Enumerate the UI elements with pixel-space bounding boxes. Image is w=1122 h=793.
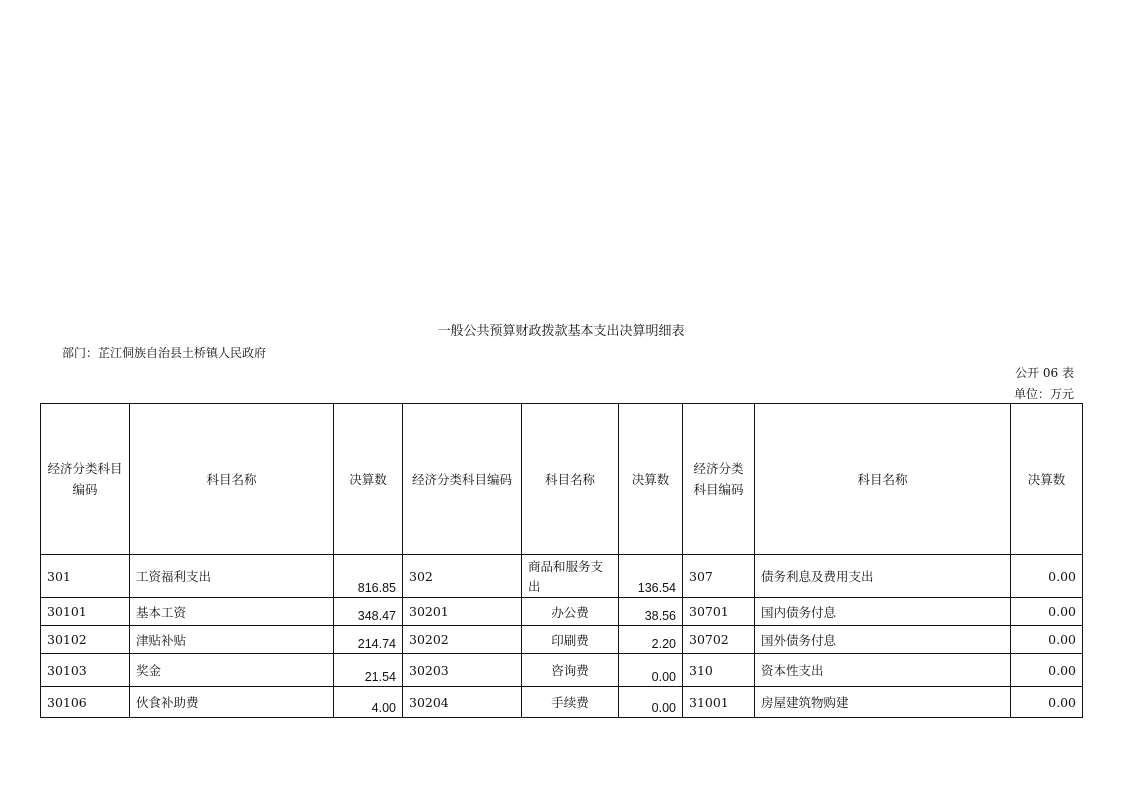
name-cell: 房屋建筑物购建 [755, 687, 1011, 718]
amount-cell: 2.20 [619, 626, 683, 654]
code-cell: 30702 [683, 626, 755, 654]
amount-cell: 0.00 [1011, 687, 1083, 718]
amount-cell: 0.00 [1011, 555, 1083, 598]
table-row [41, 598, 1083, 626]
amount-cell: 21.54 [334, 654, 403, 687]
name-cell: 咨询费 [522, 654, 619, 687]
name-cell: 办公费 [522, 598, 619, 626]
code-cell: 30102 [41, 626, 130, 654]
code-cell: 30701 [683, 598, 755, 626]
header-code-2: 经济分类科目编码 [403, 404, 522, 555]
name-cell: 国外债务付息 [755, 626, 1011, 654]
code-cell: 30106 [41, 687, 130, 718]
name-cell: 手续费 [522, 687, 619, 718]
header-amount-2: 决算数 [619, 404, 683, 555]
department-label: 部门：芷江侗族自治县土桥镇人民政府 [62, 346, 267, 360]
header-name-1: 科目名称 [130, 404, 334, 555]
amount-cell: 0.00 [1011, 626, 1083, 654]
amount-cell: 0.00 [1011, 598, 1083, 626]
name-cell: 基本工资 [130, 598, 334, 626]
code-cell: 307 [683, 555, 755, 598]
code-cell: 31001 [683, 687, 755, 718]
amount-cell: 214.74 [334, 626, 403, 654]
name-cell: 津贴补贴 [130, 626, 334, 654]
name-cell: 伙食补助费 [130, 687, 334, 718]
header-name-2: 科目名称 [522, 404, 619, 555]
code-cell: 301 [41, 555, 130, 598]
name-cell: 印刷费 [522, 626, 619, 654]
name-cell: 商品和服务支出 [522, 555, 619, 598]
name-cell: 工资福利支出 [130, 555, 334, 598]
unit-label: 单位：万元 [1013, 387, 1074, 401]
amount-cell: 0.00 [1011, 654, 1083, 687]
code-cell: 30103 [41, 654, 130, 687]
amount-cell: 816.85 [334, 555, 403, 598]
name-cell: 奖金 [130, 654, 334, 687]
header-name-3: 科目名称 [755, 404, 1011, 555]
code-cell: 30201 [403, 598, 522, 626]
code-cell: 302 [403, 555, 522, 598]
amount-cell: 136.54 [619, 555, 683, 598]
header-code-1: 经济分类科目编码 [41, 404, 130, 555]
name-cell: 国内债务付息 [755, 598, 1011, 626]
amount-cell: 0.00 [619, 654, 683, 687]
table-row [41, 555, 1083, 598]
form-number: 公开 06 表 [1015, 366, 1074, 380]
header-amount-3: 决算数 [1011, 404, 1083, 555]
name-cell: 资本性支出 [755, 654, 1011, 687]
table-row [41, 687, 1083, 718]
header-amount-1: 决算数 [334, 404, 403, 555]
header-code-3: 经济分类科目编码 [683, 404, 755, 555]
amount-cell: 0.00 [619, 687, 683, 718]
table-header-row [41, 404, 1083, 555]
table-row [41, 626, 1083, 654]
code-cell: 310 [683, 654, 755, 687]
code-cell: 30101 [41, 598, 130, 626]
expenditure-table [40, 403, 1083, 718]
name-cell: 债务利息及费用支出 [755, 555, 1011, 598]
amount-cell: 4.00 [334, 687, 403, 718]
amount-cell: 38.56 [619, 598, 683, 626]
code-cell: 30204 [403, 687, 522, 718]
code-cell: 30202 [403, 626, 522, 654]
table-row [41, 654, 1083, 687]
code-cell: 30203 [403, 654, 522, 687]
report-title: 一般公共预算财政拨款基本支出决算明细表 [437, 324, 685, 339]
amount-cell: 348.47 [334, 598, 403, 626]
